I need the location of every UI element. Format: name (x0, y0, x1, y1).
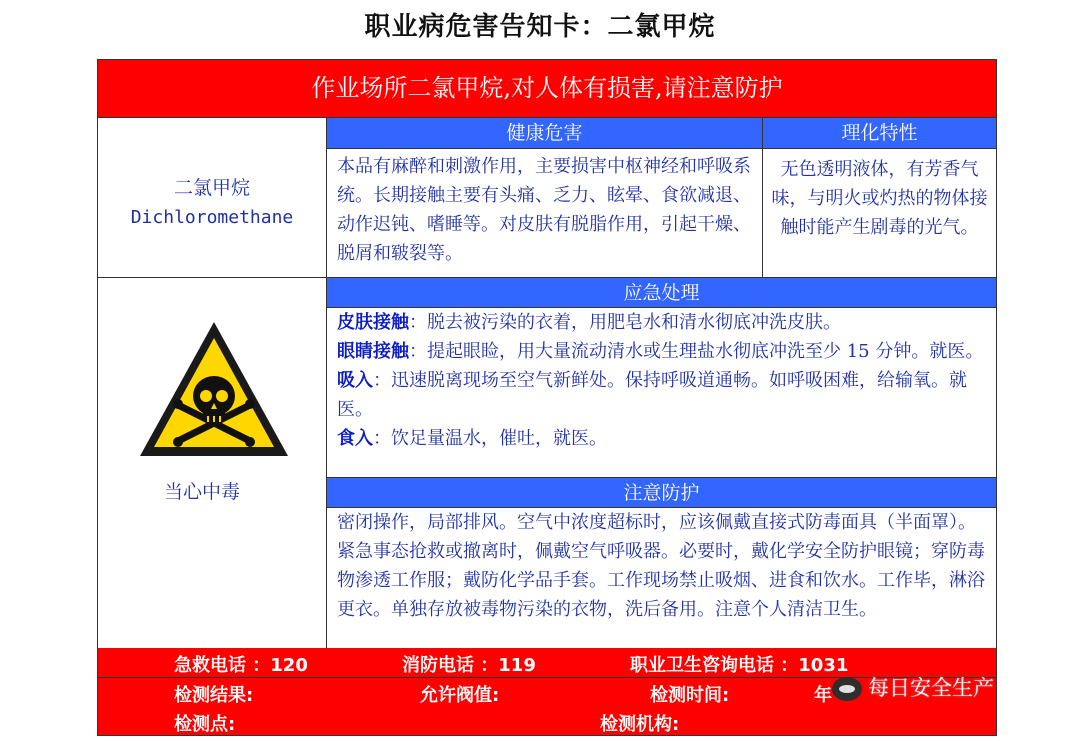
emergency-text-skin: ：脱去被污染的衣着，用肥皂水和清水彻底冲洗皮肤。 (409, 312, 841, 333)
warning-label: 当心中毒 (164, 481, 241, 503)
detection-year-label: 年 (814, 685, 832, 706)
emergency-content (326, 307, 996, 477)
properties-header (762, 117, 996, 148)
protection-header (326, 477, 996, 507)
emergency-text-ingest: ：饮足量温水，催吐，就医。 (373, 428, 607, 449)
health-hazard-text: 本品有麻醉和刺激作用，主要损害中枢神经和呼吸系统。长期接触主要有头痛、乏力、眩晕、食欲减退、动作迟钝、嗜睡等。对皮肤有脱脂作用，引起干燥、脱屑和皲裂等。 (326, 148, 762, 277)
emergency-item-inhale (337, 366, 986, 424)
health-hazard-header-label: 健康危害 (506, 122, 583, 144)
emergency-header-label: 应急处理 (623, 282, 700, 304)
emergency-text-inhale: ：迅速脱离现场至空气新鲜处。保持呼吸道通畅。如呼吸困难，给输氧。就医。 (337, 370, 967, 420)
emergency-key-skin: 皮肤接触 (337, 312, 409, 333)
protection-text: 密闭操作，局部排风。空气中浓度超标时，应该佩戴直接式防毒面具（半面罩）。紧急事态抢救或撤离时，佩戴空气呼吸器。必要时，戴化学安全防护眼镜；穿防毒物渗透工作服；戴防化学品手套。工作现场禁止吸烟、进食和饮水。工作毕，淋浴更衣。单独存放被毒物污染的衣物，洗后备用。注意个人清洁卫生。 (326, 507, 996, 648)
first-aid-phone: 急救电话 ：120 (174, 655, 308, 676)
emergency-key-eye: 眼睛接触 (337, 341, 409, 362)
detection-point-label: 检测点: (174, 714, 236, 735)
protection-header-label: 注意防护 (623, 482, 700, 504)
emergency-key-ingest: 食入 (337, 428, 373, 449)
hazard-card (97, 59, 997, 736)
watermark-text: 每日安全生产 (868, 676, 994, 700)
toxic-skull-warning-icon (134, 316, 294, 466)
fire-phone: 消防电话 ：119 (402, 655, 536, 676)
substance-name-en: Dichloromethane (130, 207, 294, 228)
health-hazard-header (326, 117, 762, 148)
hazard-banner: 作业场所二氯甲烷,对人体有损害,请注意防护 (98, 60, 996, 117)
substance-name-cell (98, 117, 326, 277)
properties-text: 无色透明液体，有芳香气味，与明火或灼热的物体接触时能产生剧毒的光气。 (762, 148, 996, 277)
emergency-key-inhale: 吸入 (337, 370, 373, 391)
emergency-item-skin (337, 308, 986, 337)
detection-result-label: 检测结果: (174, 685, 254, 706)
substance-name-cn: 二氯甲烷 (173, 177, 250, 199)
emergency-header (326, 277, 996, 307)
detection-time-label: 检测时间: (650, 685, 730, 706)
emergency-item-eye (337, 337, 986, 366)
watermark (832, 672, 994, 702)
page-title: 职业病危害告知卡：二氯甲烷 (364, 12, 716, 42)
occupational-health-phone: 职业卫生咨询电话 ：1031 (630, 655, 849, 676)
wechat-logo-icon (832, 677, 862, 701)
allowed-limit-label: 允许阀值: (420, 685, 500, 706)
emergency-text-eye: ：提起眼睑，用大量流动清水或生理盐水彻底冲洗至少 15 分钟。就医。 (409, 341, 984, 362)
warning-sign-cell (98, 277, 326, 648)
detection-agency-label: 检测机构: (600, 714, 680, 735)
detection-row-2 (98, 707, 996, 735)
properties-header-label: 理化特性 (841, 122, 918, 144)
emergency-item-ingest (337, 424, 986, 453)
